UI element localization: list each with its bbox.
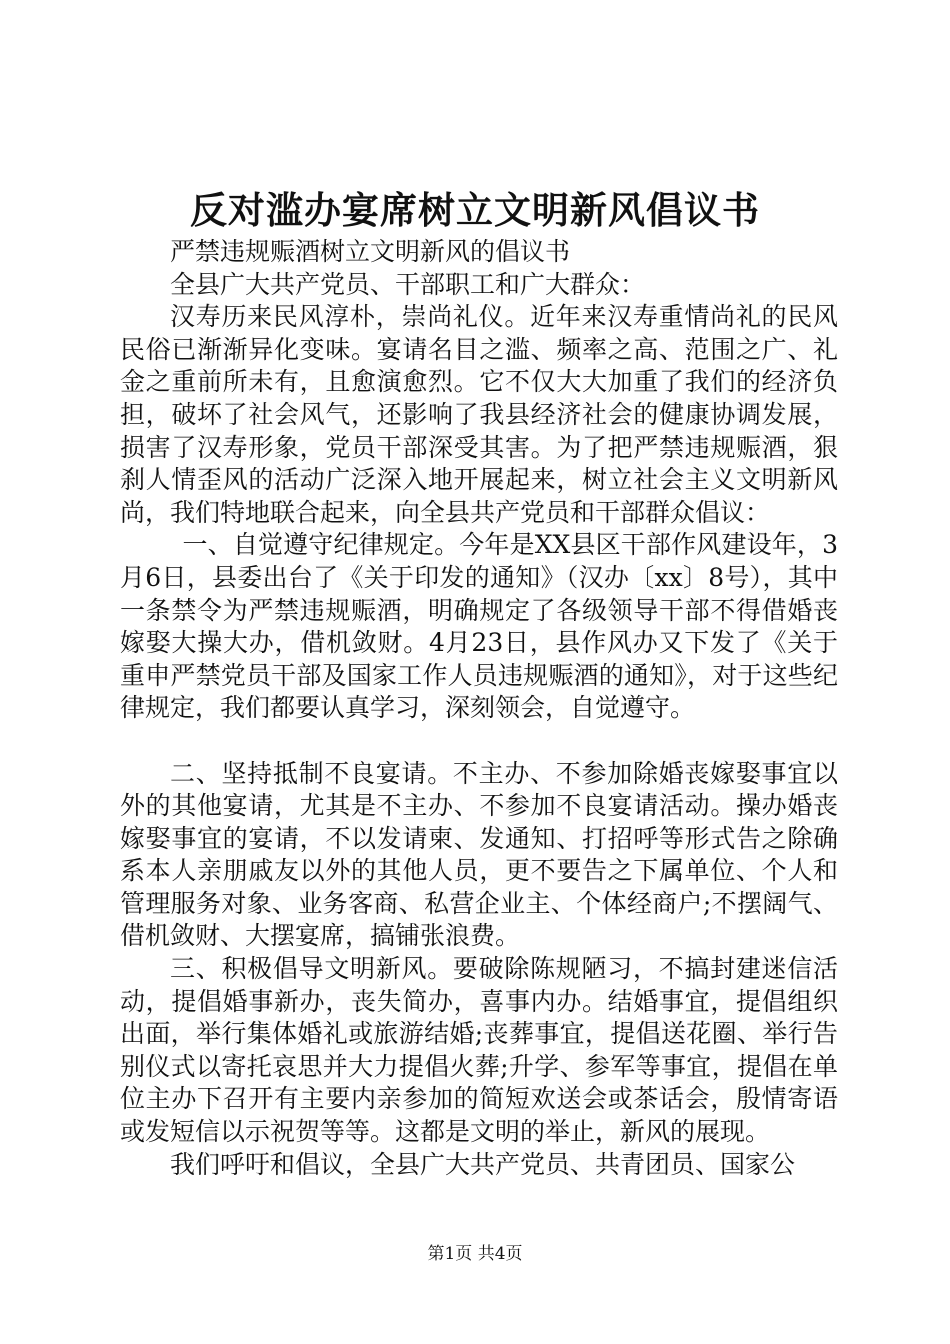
- paragraph-intro: 汉寿历来民风淳朴，崇尚礼仪。近年来汉寿重情尚礼的民风民俗已渐渐异化变味。宴请名目之滥、频率之高、范围之广、礼金之重前所未有，且愈演愈烈。它不仅大大加重了我们的经济负担，破坏了社会风气，还影响了我县经济社会的健康协调发展，损害了汉寿形象，党员干部深受其害。为了把严禁违规赈酒，狠刹人情歪风的活动广泛深入地开展起来，树立社会主义文明新风尚，我们特地联合起来，向全县共产党员和干部群众倡议：: [120, 302, 838, 527]
- paragraph-closing: 我们呼吁和倡议，全县广大共产党员、共青团员、国家公: [170, 1149, 796, 1179]
- document-title: 反对滥办宴席树立文明新风倡议书: [190, 188, 760, 232]
- paragraph-item-2: 二、坚持抵制不良宴请。不主办、不参加除婚丧嫁娶事宜以外的其他宴请，尤其是不主办、不参加不良宴请活动。操办婚丧嫁娶事宜的宴请，不以发请柬、发通知、打招呼等形式告之除确系本人亲朋戚友以外的其他人员，更不要告之下属单位、个人和管理服务对象、业务客商、私营企业主、个体经商户;不摆阔气、借机敛财、大摆宴席，搞铺张浪费。: [120, 758, 838, 951]
- document-subtitle: 严禁违规赈酒树立文明新风的倡议书: [170, 237, 571, 266]
- document-body: [120, 236, 838, 1181]
- paragraph-item-1: 一、自觉遵守纪律规定。今年是XX县区干部作风建设年，3月6日，县委出台了《关于印发的通知》（汉办〔xx〕8号），其中一条禁令为严禁违规赈酒，明确规定了各级领导干部不得借婚丧嫁娶大操大办，借机敛财。4月23日，县作风办又下发了《关于重申严禁党员干部及国家工作人员违规赈酒的通知》，对于这些纪律规定，我们都要认真学习，深刻领会，自觉遵守。: [120, 530, 838, 723]
- page-indicator: 第1页 共4页: [427, 1244, 523, 1264]
- paragraph-item-3: 三、积极倡导文明新风。要破除陈规陋习，不搞封建迷信活动，提倡婚事新办，丧失简办，喜事内办。结婚事宜，提倡组织出面，举行集体婚礼或旅游结婚;丧葬事宜，提倡送花圈、举行告别仪式以寄托哀思并大力提倡火葬;升学、参军等事宜，提倡在单位主办下召开有主要内亲参加的简短欢送会或茶话会，殷情寄语或发短信以示祝贺等等。这都是文明的举止，新风的展现。: [120, 954, 838, 1147]
- document-salutation: 全县广大共产党员、干部职工和广大群众：: [170, 269, 646, 299]
